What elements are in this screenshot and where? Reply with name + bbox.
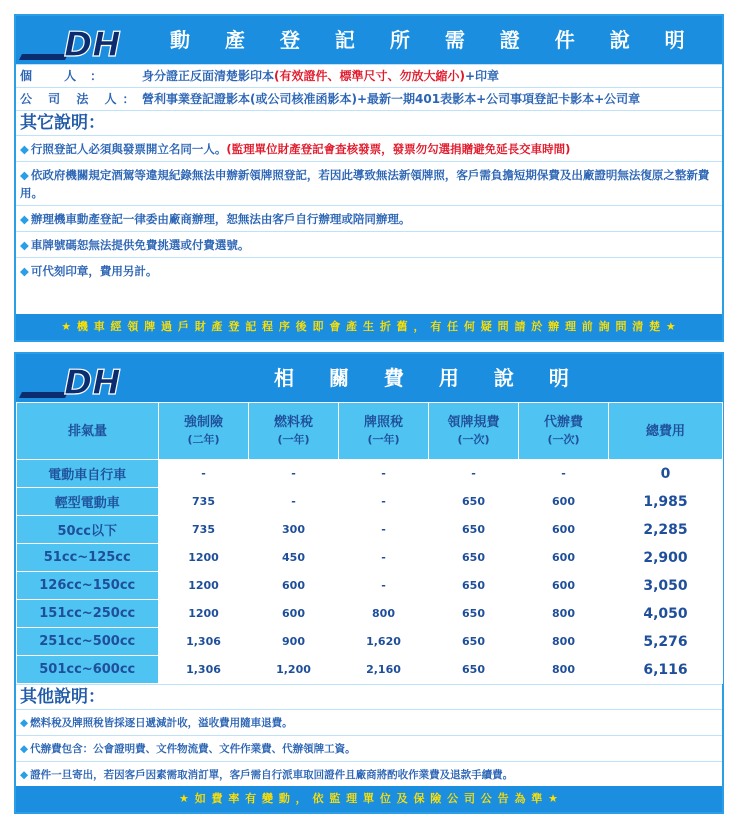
info-text: 身分證正反面清楚影印本 — [142, 69, 275, 83]
fees-footer: ★ 如 費 率 有 變 動 ， 依 監 理 單 位 及 保 險 公 司 公 告 為 準 ★ — [16, 786, 722, 812]
displacement-cell: 50cc以下 — [17, 516, 159, 544]
fees-notes — [16, 709, 722, 787]
fee-cell: 1,200 — [249, 656, 339, 684]
table-row — [17, 488, 723, 516]
info-row-company — [16, 87, 722, 110]
diamond-icon: ◆ — [20, 142, 29, 156]
displacement-cell: 輕型電動車 — [17, 488, 159, 516]
column-header: 牌照稅 (一年) — [339, 403, 429, 460]
fee-cell: - — [339, 488, 429, 516]
diamond-icon: ◆ — [20, 168, 29, 182]
fee-cell: 1200 — [159, 600, 249, 628]
note-item — [16, 709, 722, 735]
note-text: 依政府機關規定酒駕等違規紀錄無法申辦新領牌照登記，若因此導致無法新領牌照，客戶需負擔短期保費及出廠證明無法復原之整新費用。 — [20, 168, 710, 200]
fee-cell: 2,160 — [339, 656, 429, 684]
fee-cell: 600 — [249, 572, 339, 600]
fees-table — [16, 402, 723, 684]
note-text: 證件一旦寄出，若因客戶因素需取消訂單，客戶需自行派車取回證件且廠商將酌收作業費及退款手續費。 — [30, 769, 514, 781]
note-text: 可代刻印章，費用另計。 — [30, 264, 158, 278]
fee-cell: 1,306 — [159, 628, 249, 656]
displacement-cell: 151cc~250cc — [17, 600, 159, 628]
fee-cell: - — [249, 460, 339, 488]
fee-cell: - — [519, 460, 609, 488]
column-header: 總費用 — [609, 403, 723, 460]
fee-cell: 650 — [429, 516, 519, 544]
note-item — [16, 231, 722, 257]
fee-cell: 800 — [519, 656, 609, 684]
displacement-cell: 51cc~125cc — [17, 544, 159, 572]
fee-cell: 600 — [519, 544, 609, 572]
info-warning: (有效證件、標準尺寸、勿放大縮小) — [274, 69, 465, 83]
displacement-cell: 501cc~600cc — [17, 656, 159, 684]
documents-title: 動 產 登 記 所 需 證 件 說 明 — [170, 28, 699, 52]
info-label: 公 司 法 人： — [20, 92, 141, 106]
diamond-icon: ◆ — [20, 769, 29, 781]
fee-cell: 600 — [519, 488, 609, 516]
fee-cell: 600 — [519, 572, 609, 600]
total-fee-cell: 0 — [609, 460, 723, 488]
dh-logo — [16, 16, 164, 64]
note-text: 燃料稅及牌照稅皆採逐日遞減計收，溢收費用隨車退費。 — [30, 717, 293, 729]
fee-cell: 735 — [159, 488, 249, 516]
fee-cell: - — [339, 460, 429, 488]
fee-cell: 600 — [249, 600, 339, 628]
fee-cell: - — [429, 460, 519, 488]
fees-panel — [14, 352, 724, 814]
column-header: 領牌規費 (一次) — [429, 403, 519, 460]
fee-cell: 800 — [519, 600, 609, 628]
info-label: 個 人： — [20, 69, 117, 83]
fee-cell: 650 — [429, 488, 519, 516]
table-row — [17, 516, 723, 544]
dh-logo — [16, 354, 164, 402]
svg-text:DH: DH — [64, 363, 121, 402]
total-fee-cell: 6,116 — [609, 656, 723, 684]
fees-banner — [16, 354, 722, 402]
total-fee-cell: 5,276 — [609, 628, 723, 656]
fee-cell: 1,620 — [339, 628, 429, 656]
fee-cell: 450 — [249, 544, 339, 572]
note-item — [16, 735, 722, 761]
fee-cell: 600 — [519, 516, 609, 544]
fee-cell: - — [339, 544, 429, 572]
displacement-cell: 251cc~500cc — [17, 628, 159, 656]
note-text: 行照登記人必須與發票開立名同一人。 — [30, 142, 227, 156]
note-item — [16, 761, 722, 787]
info-tail: +印章 — [465, 69, 500, 83]
diamond-icon: ◆ — [20, 264, 29, 278]
fee-cell: 650 — [429, 544, 519, 572]
diamond-icon: ◆ — [20, 717, 29, 729]
other-notes-title: 其他說明： — [16, 684, 722, 709]
note-item — [16, 161, 722, 205]
fee-cell: 1200 — [159, 544, 249, 572]
diamond-icon: ◆ — [20, 743, 29, 755]
diamond-icon: ◆ — [20, 238, 29, 252]
note-item — [16, 205, 722, 231]
total-fee-cell: 2,900 — [609, 544, 723, 572]
fee-cell: 650 — [429, 600, 519, 628]
fee-cell: 300 — [249, 516, 339, 544]
fee-cell: 650 — [429, 572, 519, 600]
table-header-row — [17, 403, 723, 460]
documents-panel — [14, 14, 724, 342]
column-header: 強制險 (二年) — [159, 403, 249, 460]
column-header: 排氣量 — [17, 403, 159, 460]
table-row — [17, 572, 723, 600]
documents-banner — [16, 16, 722, 64]
fees-table-body — [17, 460, 723, 684]
table-row — [17, 544, 723, 572]
note-item — [16, 257, 722, 283]
table-row — [17, 600, 723, 628]
total-fee-cell: 4,050 — [609, 600, 723, 628]
column-header: 燃料稅 (一年) — [249, 403, 339, 460]
table-row — [17, 628, 723, 656]
info-row-individual — [16, 64, 722, 87]
fee-cell: 800 — [339, 600, 429, 628]
total-fee-cell: 3,050 — [609, 572, 723, 600]
fee-cell: - — [339, 572, 429, 600]
diamond-icon: ◆ — [20, 212, 29, 226]
column-header: 代辦費 (一次) — [519, 403, 609, 460]
note-warning: (監理單位財產登記會查核發票，發票勿勾選捐贈避免延長交車時間) — [226, 142, 571, 156]
table-row — [17, 460, 723, 488]
fee-cell: 1,306 — [159, 656, 249, 684]
note-item — [16, 135, 722, 161]
note-text: 代辦費包含：公會證明費、文件物流費、文件作業費、代辦領牌工資。 — [30, 743, 356, 755]
fee-cell: 650 — [429, 628, 519, 656]
fee-cell: - — [249, 488, 339, 516]
table-row — [17, 656, 723, 684]
note-text: 辦理機車動產登記一律委由廠商辦理，恕無法由客戶自行辦理或陪同辦理。 — [30, 212, 411, 226]
other-notes-title: 其它說明： — [16, 110, 722, 135]
fee-cell: 1200 — [159, 572, 249, 600]
fee-cell: 650 — [429, 656, 519, 684]
note-text: 車牌號碼恕無法提供免費挑選或付費選號。 — [30, 238, 250, 252]
total-fee-cell: 1,985 — [609, 488, 723, 516]
info-text: 營利事業登記證影本(或公司核准函影本)+最新一期401表影本+公司事項登記卡影本+公司章 — [142, 92, 641, 106]
fee-cell: 900 — [249, 628, 339, 656]
fee-cell: 735 — [159, 516, 249, 544]
documents-footer: ★ 機 車 經 領 牌 過 戶 財 產 登 記 程 序 後 即 會 產 生 折 舊 ， 有 任 何 疑 問 請 於 辦 理 前 詢 問 清 楚 ★ — [16, 314, 722, 340]
fee-cell: 800 — [519, 628, 609, 656]
displacement-cell: 電動車自行車 — [17, 460, 159, 488]
fee-cell: - — [339, 516, 429, 544]
svg-text:DH: DH — [64, 25, 121, 64]
displacement-cell: 126cc~150cc — [17, 572, 159, 600]
fee-cell: - — [159, 460, 249, 488]
fees-title: 相 關 費 用 說 明 — [274, 366, 583, 390]
total-fee-cell: 2,285 — [609, 516, 723, 544]
